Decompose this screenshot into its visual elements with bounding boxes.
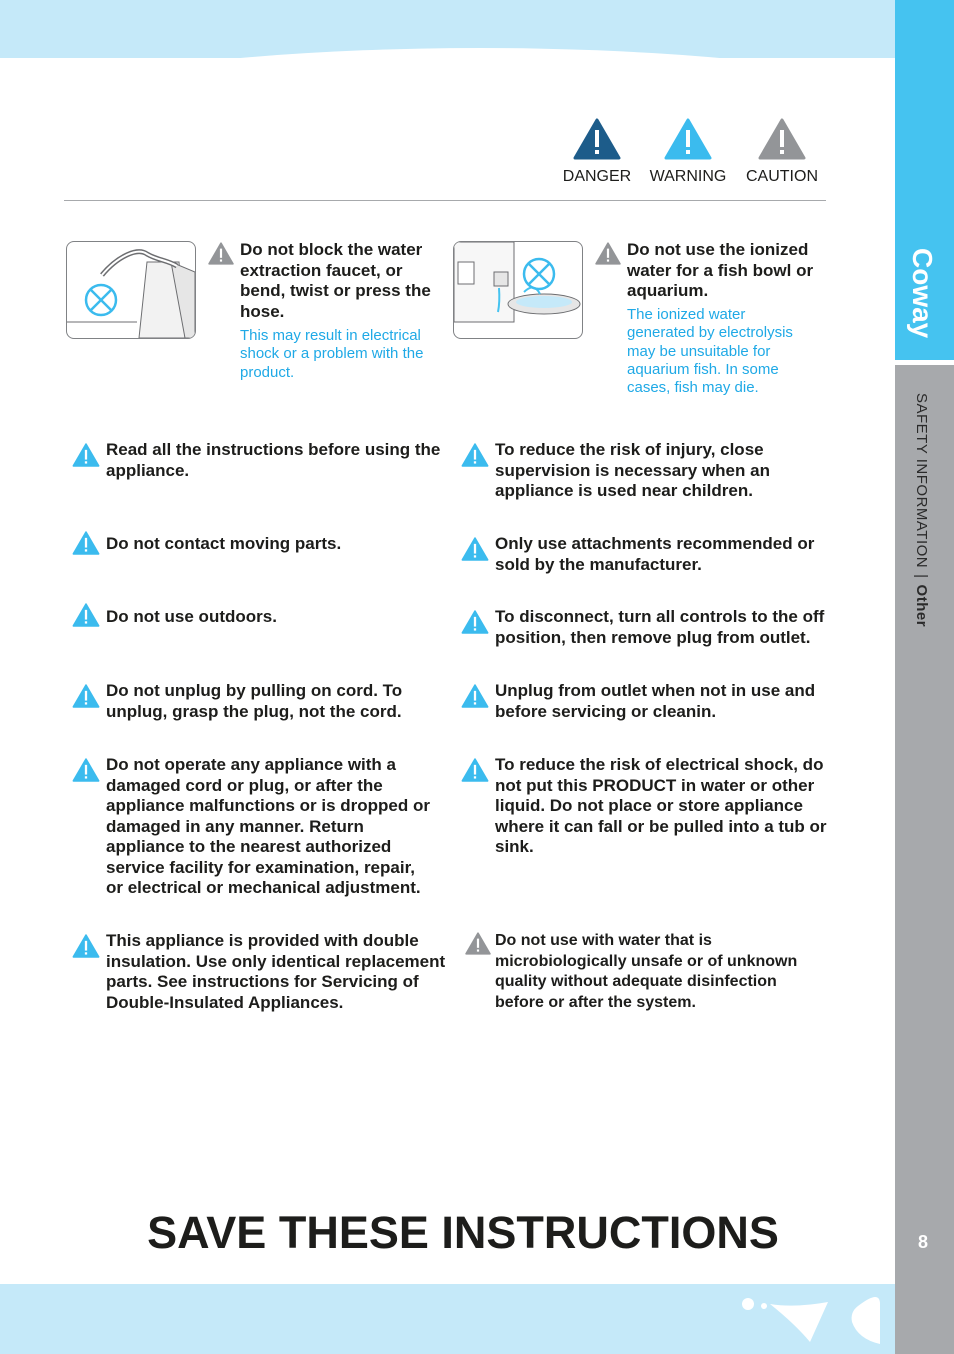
legend-warning (646, 118, 730, 186)
list-item-text: To reduce the risk of electrical shock, do not put this PRODUCT in water or other liquid. Do not place or store appliance where it can fall or be pulled into a tub or sink. (495, 755, 827, 856)
aquarium-illustration (453, 241, 583, 339)
section-title: SAFETY INFORMATION (913, 393, 930, 569)
caution-icon (758, 118, 806, 160)
legend-danger (560, 118, 634, 186)
warning-icon (72, 934, 100, 958)
list-item-text: Do not contact moving parts. (106, 534, 342, 553)
list-item-text: Read all the instructions before using the appliance. (106, 440, 441, 480)
warning-icon (461, 610, 489, 634)
warning-icon (72, 758, 100, 782)
footer-band (0, 1284, 954, 1354)
list-item-text: Do not unplug by pulling on cord. To unplug, grasp the plug, not the cord. (106, 681, 403, 721)
list-item-text: This appliance is provided with double insulation. Use only identical replacement parts. See instructions for Servicing of Double-Insulated Appliances. (106, 931, 446, 1012)
warning-icon (461, 684, 489, 708)
warning-icon (461, 537, 489, 561)
save-instructions-heading: SAVE THESE INSTRUCTIONS (147, 1207, 779, 1258)
brand-logo: Coway (907, 248, 938, 339)
warning-icon (72, 443, 100, 467)
featured-item-note: The ionized water generated by electrolysis may be unsuitable for aquarium fish. In some cases, fish may die. (627, 306, 793, 397)
warning-icon (72, 684, 100, 708)
warning-icon (664, 118, 712, 160)
featured-item-note: This may result in electrical shock or a problem with the product. (240, 327, 424, 381)
hose-illustration (66, 241, 196, 339)
featured-item-title: Do not use the ionized water for a fish bowl or aquarium. (627, 240, 814, 300)
water-drop-icon (740, 1284, 880, 1354)
featured-item-title: Do not block the water extraction faucet, or bend, twist or press the hose. (240, 240, 431, 321)
list-item-text: Unplug from outlet when not in use and before servicing or cleanin. (495, 681, 816, 721)
list-item-text: Only use attachments recommended or sold by the manufacturer. (495, 534, 815, 574)
list-item-text: Do not use with water that is microbiologically unsafe or of unknown quality without adequate disinfection before or after the system. (495, 932, 798, 1011)
page-number: 8 (917, 1232, 928, 1252)
legend-caution (742, 118, 822, 186)
warning-icon (72, 531, 100, 555)
list-item-text: Do not use outdoors. (106, 607, 277, 626)
list-item-text: To reduce the risk of injury, close supervision is necessary when an appliance is used near children. (495, 440, 770, 500)
warning-icon (72, 603, 100, 627)
legend-danger-label: DANGER (562, 168, 632, 185)
legend-caution-label: CAUTION (746, 168, 818, 185)
divider (64, 200, 826, 201)
legend-warning-label: WARNING (649, 168, 727, 185)
danger-icon (573, 118, 621, 160)
section-separator: | (913, 574, 930, 579)
section-label (913, 393, 930, 627)
list-item-text: To disconnect, turn all controls to the off position, then remove plug from outlet. (495, 607, 825, 647)
warning-icon (461, 443, 489, 467)
caution-icon (465, 932, 491, 955)
caution-icon (208, 242, 234, 265)
warning-icon (461, 758, 489, 782)
header-wave-fill (0, 58, 896, 118)
list-item-text: Do not operate any appliance with a damaged cord or plug, or after the appliance malfunctions or is dropped or damaged in any manner. Return appliance to the nearest authorized service facility for examination, repair, or electrical or mechanical adjustment. (106, 755, 430, 897)
section-subtitle: Other (913, 584, 930, 628)
caution-icon (595, 242, 621, 265)
